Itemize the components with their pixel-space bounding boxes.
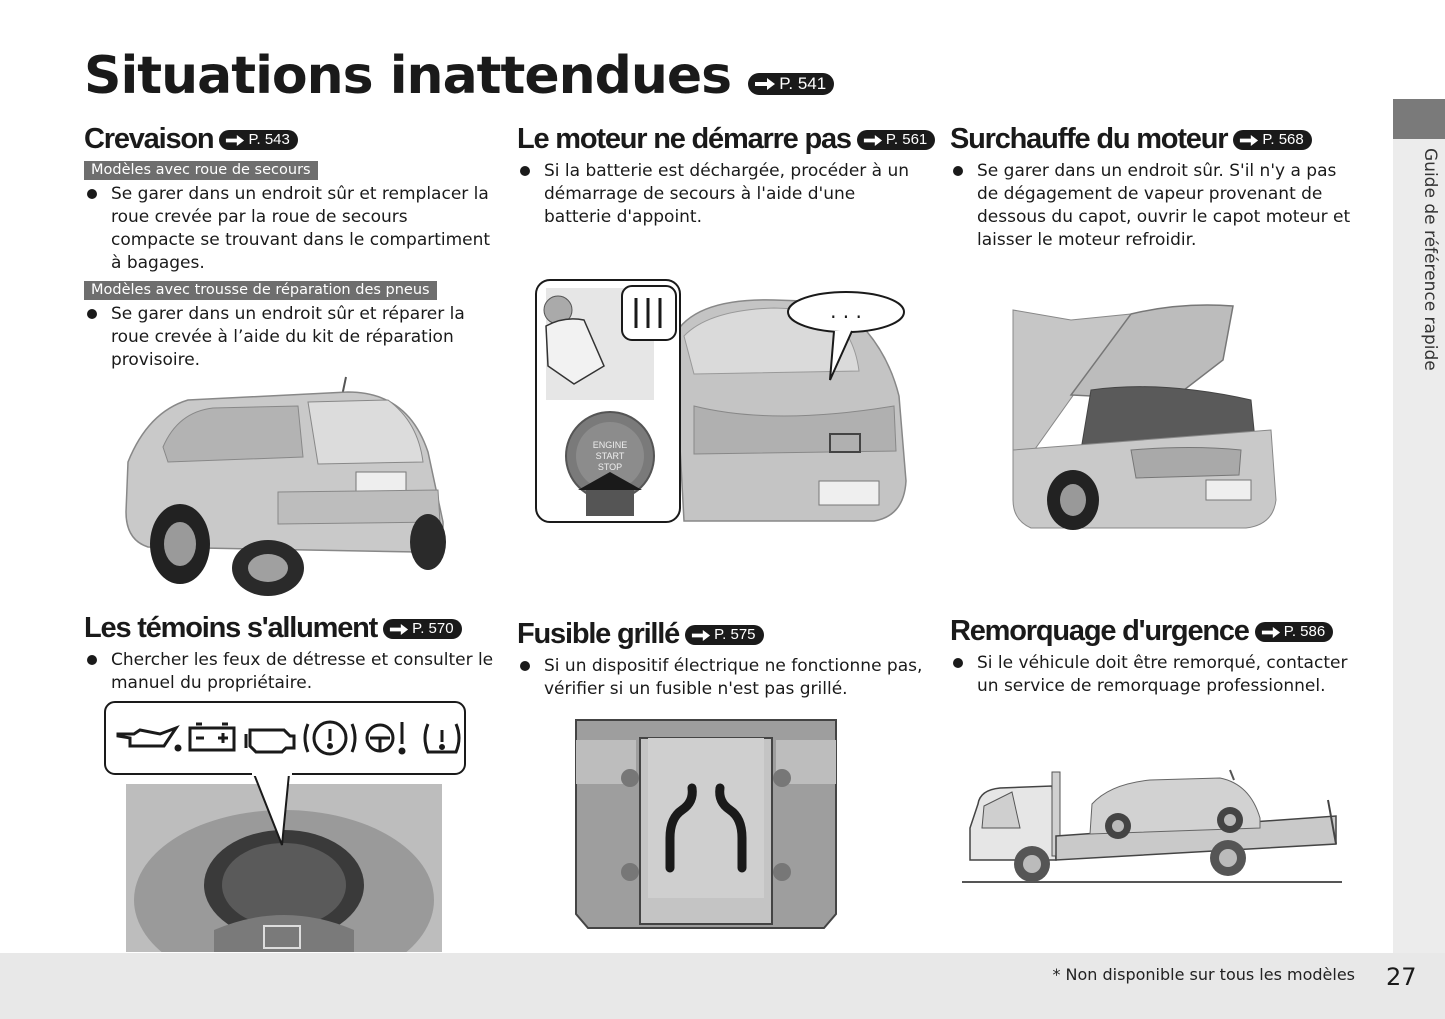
section-heading xyxy=(950,613,1362,649)
section-heading xyxy=(950,121,1362,157)
reference-link[interactable] xyxy=(857,130,935,150)
page-title-text: Situations inattendues xyxy=(84,46,732,106)
reference-label: P. 561 xyxy=(885,131,928,149)
arrow-right-icon xyxy=(1261,627,1281,638)
reference-link[interactable] xyxy=(219,130,297,150)
reference-label: P. 586 xyxy=(1283,623,1326,641)
reference-link[interactable] xyxy=(1255,622,1333,642)
side-section-label: Guide de référence rapide xyxy=(1420,148,1440,371)
bullet-item xyxy=(950,160,1362,252)
model-tag: Modèles avec roue de secours xyxy=(84,161,318,180)
reference-label: P. 543 xyxy=(248,131,290,149)
page-footer xyxy=(0,953,1445,1019)
section-surchauffe xyxy=(950,121,1362,252)
section-fusible xyxy=(517,616,927,701)
car-rear-illustration xyxy=(118,372,453,597)
bullet-text: Si un dispositif électrique ne fonctionne pas, vérifier si un fusible n'est pas grillé. xyxy=(544,656,923,699)
page-title xyxy=(84,44,834,108)
reference-label: P. 570 xyxy=(412,620,454,638)
bullet-item xyxy=(84,649,494,695)
reference-link[interactable] xyxy=(383,619,461,639)
heading-text: Crevaison xyxy=(84,123,214,155)
section-heading xyxy=(84,610,494,646)
bullet-dot-icon xyxy=(87,189,97,199)
page-number: 27 xyxy=(1386,963,1417,991)
section-moteur xyxy=(517,121,927,229)
thought-bubble-text: . . . xyxy=(830,299,862,323)
bullet-text: Chercher les feux de détresse et consulter le manuel du propriétaire. xyxy=(111,650,494,693)
open-hood-illustration xyxy=(1011,300,1281,538)
reference-link[interactable] xyxy=(685,625,763,645)
reference-label: P. 575 xyxy=(714,626,756,644)
arrow-right-icon xyxy=(389,624,409,635)
engine-start-illustration xyxy=(534,276,914,528)
bullet-dot-icon xyxy=(87,655,97,665)
heading-text: Remorquage d'urgence xyxy=(950,615,1249,647)
blown-fuse-illustration xyxy=(574,718,838,930)
heading-text: Le moteur ne démarre pas xyxy=(517,123,851,155)
section-crevaison xyxy=(84,121,494,372)
section-heading xyxy=(517,616,927,652)
section-temoins xyxy=(84,610,494,695)
arrow-right-icon xyxy=(691,630,711,641)
bullet-dot-icon xyxy=(520,661,530,671)
page-reference-label: P. 541 xyxy=(779,74,827,93)
engine-button-text-2: START xyxy=(595,451,625,461)
bullet-item xyxy=(84,183,494,275)
arrow-right-icon xyxy=(225,135,245,146)
footnote: * Non disponible sur tous les modèles xyxy=(1052,965,1355,984)
reference-label: P. 568 xyxy=(1262,131,1304,149)
bullet-item xyxy=(517,160,927,229)
bullet-item xyxy=(950,652,1362,698)
bullet-text: Se garer dans un endroit sûr. S'il n'y a pas de dégagement de vapeur provenant de dessous du capot, ouvrir le capot moteur et laisser le moteur refroidir. xyxy=(977,161,1351,250)
heading-text: Les témoins s'allument xyxy=(84,612,378,644)
bullet-text: Si la batterie est déchargée, procéder à un démarrage de secours à l'aide d'une batterie d'appoint. xyxy=(544,161,910,227)
engine-button-text-3: STOP xyxy=(597,462,623,472)
arrow-right-icon xyxy=(863,135,883,146)
engine-button-text-1: ENGINE xyxy=(592,440,628,450)
heading-text: Surchauffe du moteur xyxy=(950,123,1228,155)
tow-truck-illustration xyxy=(960,768,1345,890)
bullet-text: Si le véhicule doit être remorqué, contacter un service de remorquage professionnel. xyxy=(977,653,1348,696)
bullet-item xyxy=(84,303,494,372)
bullet-dot-icon xyxy=(520,166,530,176)
bullet-dot-icon xyxy=(953,166,963,176)
reference-link[interactable] xyxy=(1233,130,1311,150)
side-tab-marker xyxy=(1393,99,1445,139)
section-heading xyxy=(517,121,927,157)
section-heading xyxy=(84,121,494,157)
dashboard-illustration xyxy=(104,700,469,952)
heading-text: Fusible grillé xyxy=(517,618,680,650)
arrow-right-icon xyxy=(754,78,776,90)
bullet-text: Se garer dans un endroit sûr et remplacer la roue crevée par la roue de secours compacte se trouvant dans le compartiment à bagages. xyxy=(111,184,491,273)
bullet-dot-icon xyxy=(953,658,963,668)
model-tag: Modèles avec trousse de réparation des pneus xyxy=(84,281,437,300)
arrow-right-icon xyxy=(1239,135,1259,146)
section-remorquage xyxy=(950,613,1362,698)
page-reference-link[interactable] xyxy=(748,73,834,95)
bullet-dot-icon xyxy=(87,309,97,319)
bullet-text: Se garer dans un endroit sûr et réparer la roue crevée à l’aide du kit de réparation provisoire. xyxy=(111,304,465,370)
bullet-item xyxy=(517,655,927,701)
